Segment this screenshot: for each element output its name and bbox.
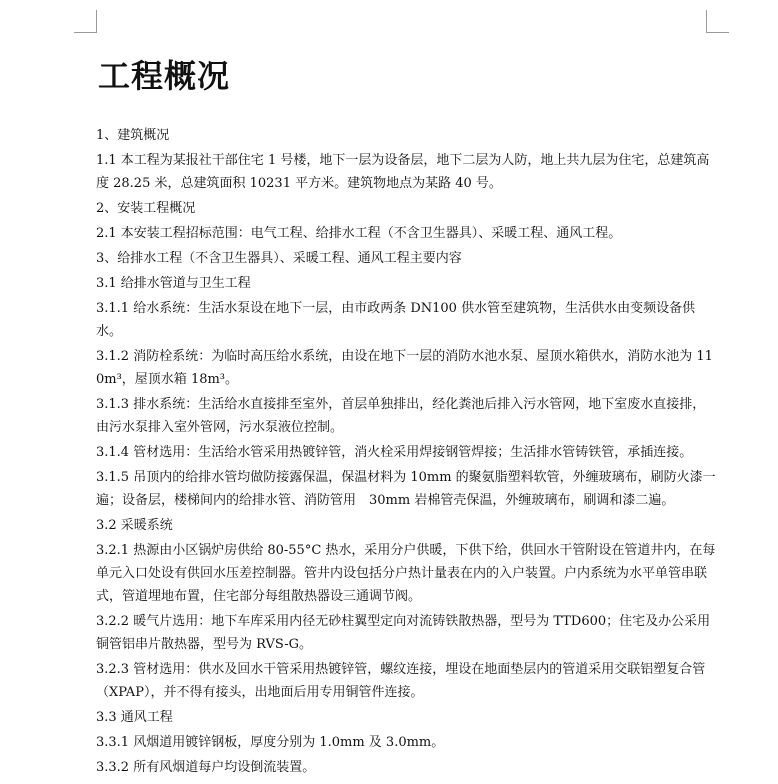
heading-3-3: 3.3 通风工程 — [96, 710, 173, 725]
heading-3-1: 3.1 给排水管道与卫生工程 — [96, 276, 251, 291]
heading-3: 3、给排水工程（不含卫生器具）、采暖工程、通风工程主要内容 — [96, 251, 462, 266]
page-corner-mark-top-right — [706, 10, 729, 33]
paragraph-3-2-2: 3.2.2 暖气片选用：地下车库采用内径无砂柱翼型定向对流铸铁散热器，型号为 TTD600；住宅及办公采用铜管铝串片散热器，型号为 RVS-G。 — [96, 614, 711, 652]
heading-2: 2、安装工程概况 — [96, 201, 196, 216]
paragraph-3-1-4: 3.1.4 管材选用：生活给水管采用热镀锌管，消火栓采用焊接钢管焊接；生活排水管铸铁管，承插连接。 — [96, 445, 693, 460]
paragraph-3-2-3: 3.2.3 管材选用：供水及回水干管采用热镀锌管，螺纹连接，埋设在地面垫层内的管道采用交联铝塑复合管（XPAP），并不得有接头，出地面后用专用铜管件连接。 — [96, 662, 706, 700]
paragraph-1-1: 1.1 本工程为某报社干部住宅 1 号楼，地下一层为设备层，地下二层为人防，地上共九层为住宅，总建筑高度 28.25 米，总建筑面积 10231 平方米。建筑物地点为某路 40 号。 — [96, 153, 710, 191]
paragraph-3-1-2: 3.1.2 消防栓系统：为临时高压给水系统，由设在地下一层的消防水池水泵、屋顶水箱供水，消防水池为 110m³，屋顶水箱 18m³。 — [96, 349, 713, 387]
paragraph-2-1: 2.1 本安装工程招标范围：电气工程、给排水工程（不含卫生器具）、采暖工程、通风工程。 — [96, 226, 622, 241]
paragraph-3-3-2: 3.3.2 所有风烟道每户均设倒流装置。 — [96, 760, 316, 775]
document-body — [96, 54, 716, 779]
paragraph-3-1-3: 3.1.3 排水系统：生活给水直接排至室外，首层单独排出，经化粪池后排入污水管网，地下室废水直接排，由污水泵排入室外管网，污水泵液位控制。 — [96, 397, 706, 435]
paragraph-3-2-1: 3.2.1 热源由小区锅炉房供给 80-55°C 热水，采用分户供暖，下供下给，供回水干管附设在管道井内，在每单元入口处设有供回水压差控制器。管井内设包括分户热计量表在内的入户装置。户内系统为水平单管串联式，管道埋地布置，住宅部分每组散热器设三通调节阀。 — [96, 543, 716, 604]
page-corner-mark-top-left — [74, 10, 97, 33]
paragraph-3-3-1: 3.3.1 风烟道用镀锌钢板，厚度分别为 1.0mm 及 3.0mm。 — [96, 735, 445, 750]
paragraph-3-1-1: 3.1.1 给水系统：生活水泵设在地下一层，由市政两条 DN100 供水管至建筑物，生活供水由变频设备供水。 — [96, 301, 696, 339]
paragraph-3-1-5: 3.1.5 吊顶内的给排水管均做防接露保温，保温材料为 10mm 的聚氨脂塑料软管，外缠玻璃布，刷防火漆一遍；设备层，楼梯间内的给排水管、消防管用 30mm 岩棉管壳保温，外缠玻璃布，刷调和漆二遍。 — [96, 470, 716, 508]
heading-3-2: 3.2 采暖系统 — [96, 518, 173, 533]
document-title: 工程概况 — [98, 57, 231, 95]
heading-1: 1、建筑概况 — [96, 128, 170, 143]
